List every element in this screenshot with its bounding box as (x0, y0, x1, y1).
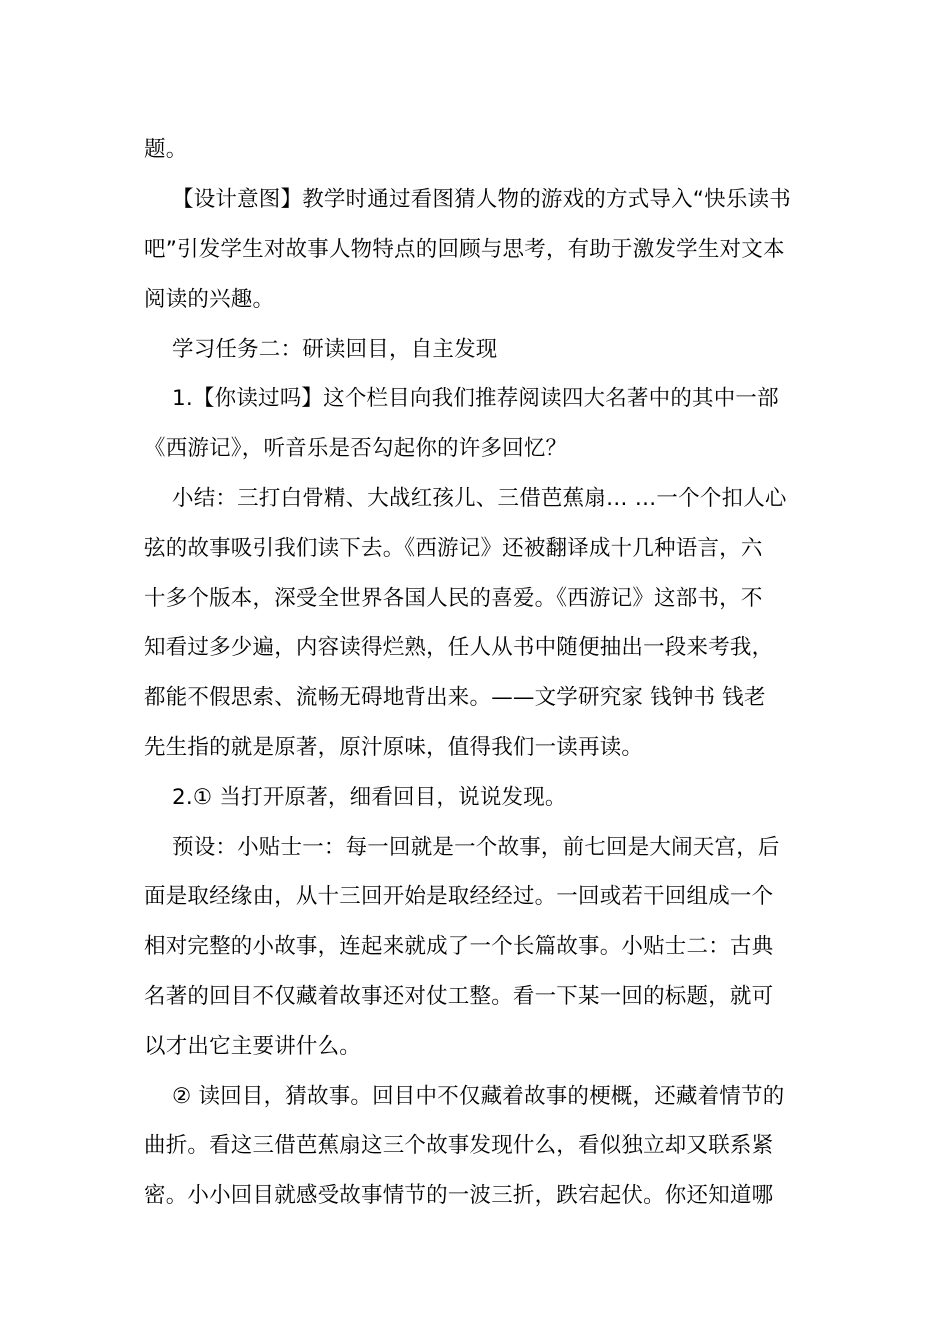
text-line: 1.【你读过吗】这个栏目向我们推荐阅读四大名著中的其中一部 (172, 386, 779, 411)
text-line: 以才出它主要讲什么。 (144, 1034, 362, 1059)
text-line: 预设：小贴士一：每一回就是一个故事，前七回是大闹天宫，后 (172, 835, 780, 860)
text-line: 吧”引发学生对故事人物特点的回顾与思考，有助于激发学生对文本 (144, 237, 785, 262)
text-line: 面是取经缘由，从十三回开始是取经经过。一回或若干回组成一个 (144, 884, 774, 909)
text-line: 【设计意图】教学时通过看图猜人物的游戏的方式导入“快乐读书 (172, 187, 791, 212)
text-line: 名著的回目不仅藏着故事还对仗工整。看一下某一回的标题，就可 (144, 984, 774, 1009)
text-line: 都能不假思索、流畅无碍地背出来。——文学研究家 钱钟书 钱老 (144, 685, 766, 710)
text-line: 曲折。看这三借芭蕉扇这三个故事发现什么，看似独立却又联系紧 (144, 1133, 774, 1158)
text-line: 小结：三打白骨精、大战红孩儿、三借芭蕉扇… …一个个扣人心 (172, 486, 787, 511)
text-line: 相对完整的小故事，连起来就成了一个长篇故事。小贴士二：古典 (144, 934, 774, 959)
text-line: 阅读的兴趣。 (144, 287, 275, 312)
text-line: 2.① 当打开原著，细看回目，说说发现。 (172, 785, 567, 810)
text-line: 先生指的就是原著，原汁原味，值得我们一读再读。 (144, 735, 644, 760)
text-line: 题。 (144, 137, 188, 162)
text-line: 弦的故事吸引我们读下去。《西游记》还被翻译成十几种语言，六 (144, 536, 763, 561)
text-line: 知看过多少遍，内容读得烂熟，任人从书中随便抽出一段来考我， (144, 635, 774, 660)
text-line: 密。小小回目就感受故事情节的一波三折，跌宕起伏。你还知道哪 (144, 1183, 774, 1208)
text-line: 十多个版本，深受全世界各国人民的喜爱。《西游记》这部书，不 (144, 586, 763, 611)
section-heading: 学习任务二：研读回目，自主发现 (172, 337, 498, 362)
text-line: 《西游记》，听音乐是否勾起你的许多回忆？ (144, 436, 568, 461)
text-line: ② 读回目，猜故事。回目中不仅藏着故事的梗概，还藏着情节的 (172, 1084, 785, 1109)
